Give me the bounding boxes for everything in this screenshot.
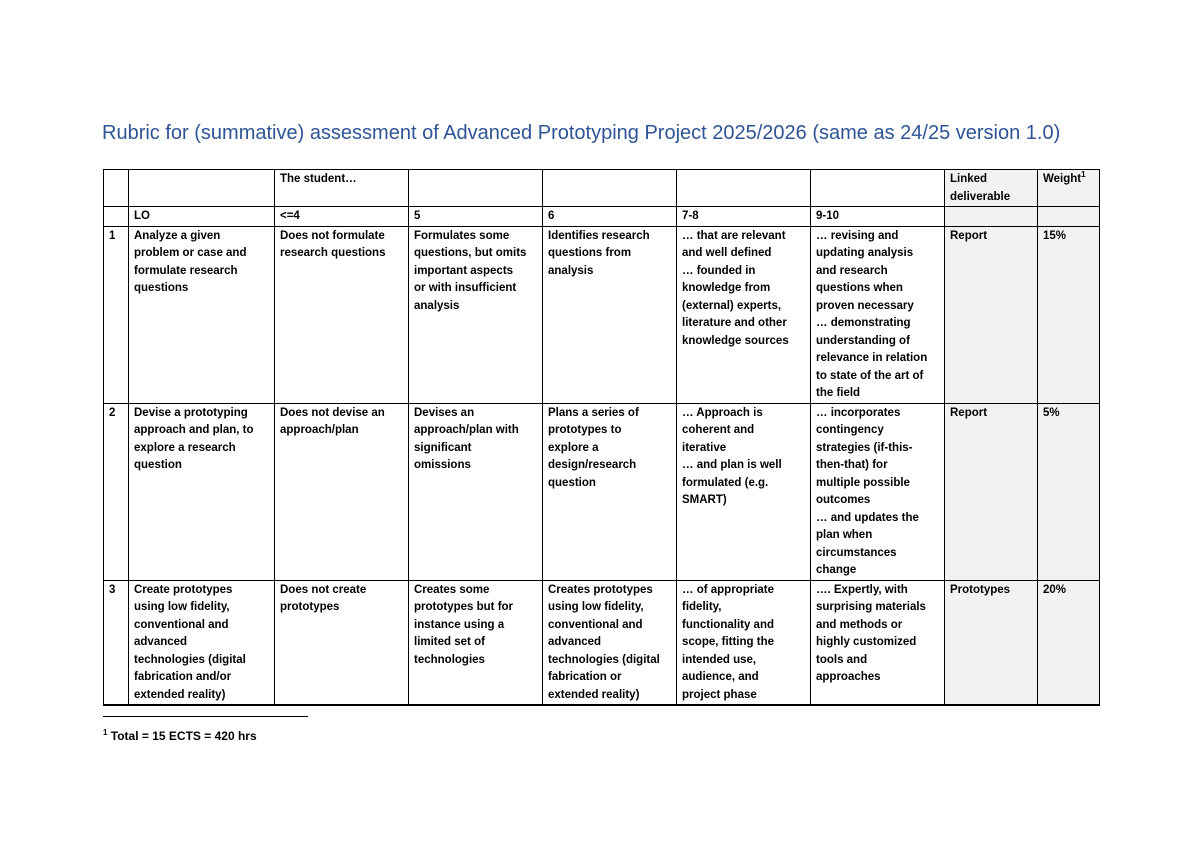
cell-text-line: deliverable [950, 190, 1011, 203]
row-number: 1 [104, 226, 129, 403]
cell-text-line: explore a [548, 441, 599, 454]
header-cell-empty [104, 170, 129, 207]
header-cell-empty [409, 170, 543, 207]
learning-outcome [129, 226, 275, 403]
cell-text-line: audience, and [682, 671, 759, 683]
cell-text-line: the field [816, 387, 861, 399]
cell-text-line: … demonstrating [816, 317, 911, 329]
header-row-grades [104, 207, 1100, 227]
cell-text-line: questions, but omits [414, 247, 527, 259]
header-row-top [104, 170, 1100, 207]
cell-text-line: question [134, 459, 182, 471]
cell-text-line: change [816, 564, 857, 576]
cell-text-line: contingency [816, 424, 884, 436]
rubric-table [103, 169, 1100, 706]
cell-text-line: research questions [280, 247, 386, 259]
cell-text-line: Does not devise an [280, 406, 385, 419]
cell-text-line: instance using a [414, 618, 505, 631]
cell-text-line: using low fidelity, [548, 601, 644, 613]
cell-text-line: … and plan is well [682, 459, 782, 471]
cell-text-line: …. Expertly, with [816, 583, 908, 596]
table-row [104, 403, 1100, 580]
cell-text-line: Analyze a given [134, 229, 221, 242]
cell-text-line: technologies [414, 653, 485, 666]
cell-text-line: analysis [414, 299, 460, 312]
cell-text-line: questions [134, 282, 189, 294]
cell-text-line: design/research [548, 459, 637, 471]
grade-5-criteria [811, 226, 945, 403]
cell-text-line: tools and [816, 653, 868, 666]
deliverable: Prototypes [945, 580, 1038, 705]
grade-5-criteria [811, 403, 945, 580]
cell-text-line: formulated (e.g. [682, 476, 769, 489]
cell-text-line: conventional and [548, 618, 643, 631]
row-number: 3 [104, 580, 129, 705]
cell-text-line: literature and other [682, 317, 787, 329]
cell-text-line: analysis [548, 264, 594, 277]
header-grade-2: 5 [409, 207, 543, 227]
cell-text-line: prototypes to [548, 424, 622, 436]
header-cell-empty [945, 207, 1038, 227]
weight: 5% [1038, 403, 1100, 580]
cell-text-line: conventional and [134, 618, 229, 631]
cell-text-line: explore a research [134, 441, 236, 454]
cell-text-line: to state of the art of [816, 369, 924, 382]
cell-text-line: approach/plan with [414, 424, 519, 436]
cell-text-line: highly customized [816, 636, 917, 648]
cell-text-line: circumstances [816, 546, 897, 559]
grade-4-criteria [677, 580, 811, 705]
header-cell-empty [104, 207, 129, 227]
grade-1-criteria [275, 580, 409, 705]
grade-3-criteria [543, 403, 677, 580]
cell-text-line: coherent and [682, 424, 755, 436]
cell-text-line: Does not create [280, 583, 367, 596]
grade-4-criteria [677, 226, 811, 403]
cell-text-line: … revising and [816, 229, 899, 242]
cell-text-line: Devise a prototyping [134, 406, 248, 419]
cell-text-line: technologies (digital [548, 653, 660, 666]
cell-text-line: fabrication or [548, 671, 622, 683]
cell-text-line: and methods or [816, 618, 903, 631]
cell-text-line: … Approach is [682, 406, 763, 419]
footnote-mark: 1 [103, 728, 108, 737]
cell-text-line: … founded in [682, 264, 756, 277]
cell-text-line: Create prototypes [134, 583, 233, 596]
cell-text-line: and research [816, 264, 888, 277]
cell-text-line: Linked [950, 173, 988, 185]
cell-text-line: scope, fitting the [682, 636, 774, 648]
grade-1-criteria [275, 226, 409, 403]
weight: 20% [1038, 580, 1100, 705]
deliverable: Report [945, 226, 1038, 403]
header-grade-5: 9-10 [811, 207, 945, 227]
table-row [104, 226, 1100, 403]
learning-outcome [129, 403, 275, 580]
header-lo: LO [129, 207, 275, 227]
header-grade-4: 7-8 [677, 207, 811, 227]
cell-text-line: … and updates the [816, 511, 919, 524]
footnote [103, 729, 257, 743]
row-number: 2 [104, 403, 129, 580]
header-linked-deliverable [945, 170, 1038, 207]
learning-outcome [129, 580, 275, 705]
cell-text-line: approaches [816, 671, 881, 683]
cell-text-line: … of appropriate [682, 583, 775, 596]
cell-text-line: relevance in relation [816, 352, 928, 364]
cell-text-line: plan when [816, 529, 873, 541]
cell-text-line: approach/plan [280, 424, 359, 436]
footnote-text: Total = 15 ECTS = 420 hrs [107, 729, 257, 743]
cell-text-line: question [548, 476, 596, 489]
header-cell-empty [129, 170, 275, 207]
cell-text-line: formulate research [134, 264, 238, 277]
cell-text-line: questions when [816, 282, 903, 294]
cell-text-line: limited set of [414, 636, 485, 648]
grade-2-criteria [409, 580, 543, 705]
cell-text-line: Creates prototypes [548, 583, 653, 596]
deliverable: Report [945, 403, 1038, 580]
cell-text-line: questions from [548, 247, 632, 259]
grade-3-criteria [543, 580, 677, 705]
cell-text-line: using low fidelity, [134, 601, 230, 613]
cell-text-line: advanced [548, 636, 602, 648]
footnote-ref: 1 [1081, 170, 1086, 180]
cell-text-line: … that are relevant [682, 229, 786, 242]
cell-text-line: omissions [414, 459, 471, 471]
cell-text-line: or with insufficient [414, 282, 517, 294]
cell-text-line: Plans a series of [548, 406, 639, 419]
header-cell-empty [1038, 207, 1100, 227]
table-row [104, 580, 1100, 705]
grade-2-criteria [409, 403, 543, 580]
cell-text-line: fidelity, [682, 601, 722, 613]
cell-text-line: extended reality) [134, 688, 226, 701]
cell-text-line: then-that) for [816, 459, 888, 471]
cell-text-line: (external) experts, [682, 299, 782, 312]
grade-1-criteria [275, 403, 409, 580]
weight: 15% [1038, 226, 1100, 403]
cell-text-line: Devises an [414, 406, 475, 419]
cell-text-line: advanced [134, 636, 188, 648]
cell-text-line: understanding of [816, 334, 910, 347]
cell-text-line: technologies (digital [134, 653, 246, 666]
cell-text-line: fabrication and/or [134, 671, 232, 683]
cell-text-line: prototypes but for [414, 601, 514, 613]
page-title: Rubric for (summative) assessment of Advanced Prototyping Project 2025/2026 (same as 24/25 version 1.0) [102, 122, 1061, 144]
cell-text-line: functionality and [682, 618, 774, 631]
cell-text-line: SMART) [682, 494, 727, 506]
cell-text-line: iterative [682, 441, 727, 454]
cell-text-line: multiple possible [816, 476, 910, 489]
cell-text-line: and well defined [682, 247, 772, 259]
grade-2-criteria [409, 226, 543, 403]
cell-text-line: problem or case and [134, 247, 247, 259]
cell-text-line: Creates some [414, 583, 490, 596]
header-weight: Weight$^1$ [1038, 170, 1100, 207]
cell-text-line: strategies (if-this- [816, 441, 913, 454]
cell-text-line: important aspects [414, 264, 514, 277]
cell-text-line: updating analysis [816, 247, 914, 259]
cell-text-line: Formulates some [414, 229, 510, 242]
grade-3-criteria [543, 226, 677, 403]
header-cell-empty [677, 170, 811, 207]
cell-text-line: surprising materials [816, 601, 926, 613]
header-grade-3: 6 [543, 207, 677, 227]
header-student: The student… [275, 170, 409, 207]
header-cell-empty [811, 170, 945, 207]
cell-text-line: extended reality) [548, 688, 640, 701]
header-cell-empty [543, 170, 677, 207]
grade-5-criteria [811, 580, 945, 705]
cell-text-line: intended use, [682, 653, 757, 666]
footnote-divider [103, 716, 308, 717]
grade-4-criteria [677, 403, 811, 580]
cell-text-line: knowledge sources [682, 334, 789, 347]
cell-text-line: Does not formulate [280, 229, 385, 242]
cell-text-line: Identifies research [548, 229, 650, 242]
cell-text-line: approach and plan, to [134, 424, 254, 436]
cell-text-line: significant [414, 441, 472, 454]
cell-text-line: prototypes [280, 601, 340, 613]
cell-text-line: project phase [682, 688, 757, 701]
cell-text-line: proven necessary [816, 299, 914, 312]
header-grade-1: <=4 [275, 207, 409, 227]
cell-text-line: … incorporates [816, 406, 901, 419]
cell-text-line: knowledge from [682, 282, 771, 294]
cell-text-line: outcomes [816, 494, 871, 506]
